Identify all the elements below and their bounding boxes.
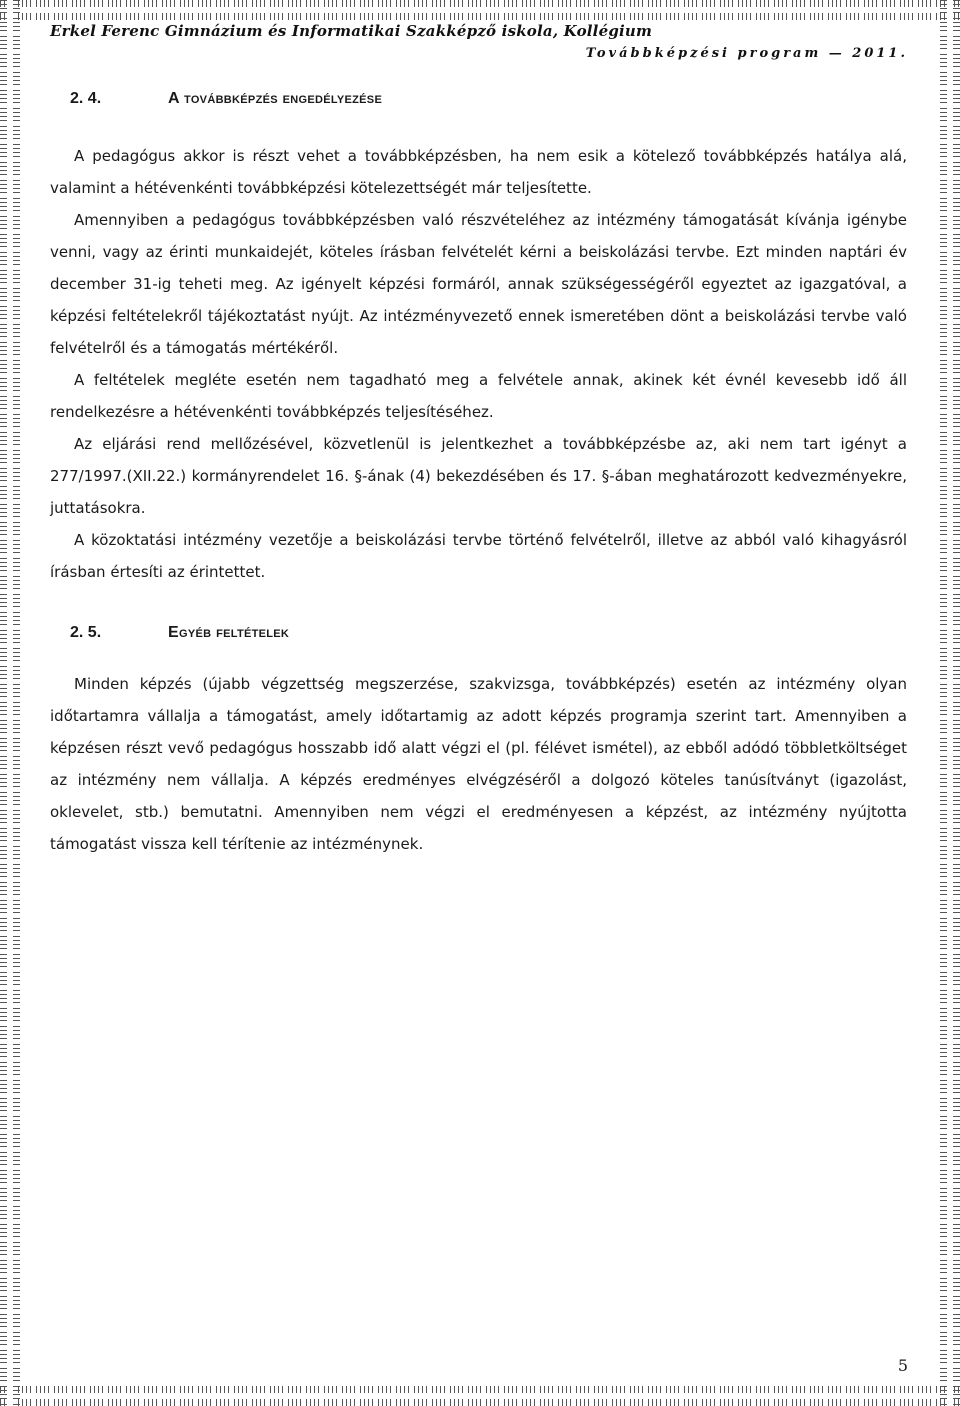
paragraph: A pedagógus akkor is részt vehet a továbbképzésben, ha nem esik a kötelező továbbképzés hatálya alá, valamint a hétévenkénti továbbképzési kötelezettségét már teljesítette. [50, 147, 907, 197]
document-body [50, 88, 907, 860]
page-number: 5 [897, 1356, 908, 1375]
decorative-border-right [940, 0, 960, 1406]
paragraph: Amennyiben a pedagógus továbbképzésben való részvételéhez az intézmény támogatását kívánja igénybe venni, vagy az érinti munkaidejét, köteles írásban felvételét kérni a beiskolázási tervbe. Ezt minden naptári év december 31-ig teheti meg. Az igényelt képzési formáról, annak szükségességéről egyeztet az igazgatóval, a képzési feltételekről tájékoztatást nyújt. Az intézményvezető ennek ismeretében dönt a beiskolázási tervbe való felvételről és a támogatás mértékéről. [50, 211, 907, 357]
header-school-name: Erkel Ferenc Gimnázium és Informatikai Szakképző iskola, Kollégium [50, 22, 653, 40]
section-title: A továbbképzés engedélyezése [168, 90, 383, 107]
paragraph: A közoktatási intézmény vezetője a beiskolázási tervbe történő felvételről, illetve az abból való kihagyásról írásban értesíti az érintettet. [50, 531, 907, 581]
paragraph: Az eljárási rend mellőzésével, közvetlenül is jelentkezhet a továbbképzésbe az, aki nem tart igényt a 277/1997.(XII.22.) kormányrendelet 16. §-ának (4) bekezdésében és 17. §-ában meghatározott kedvezményekre, juttatásokra. [50, 435, 907, 517]
paragraph: Minden képzés (újabb végzettség megszerzése, szakvizsga, továbbképzés) esetén az intézmény olyan időtartamra vállalja a támogatást, amely időtartamig az adott képzés programja szerint tart. Amennyiben a képzésen részt vevő pedagógus hosszabb idő alatt végzi el (pl. félévet ismétel), az ebből adódó többletköltséget az intézmény nem vállalja. A képzés eredményes elvégzéséről a dolgozó köteles tanúsítványt (igazolást, oklevelet, stb.) bemutatni. Amennyiben nem végzi el eredményesen a képzést, az intézmény nyújtotta támogatást vissza kell térítenie az intézménynek. [50, 675, 907, 853]
decorative-border-bottom [0, 1386, 960, 1406]
section-number: 2. 5. [70, 624, 102, 641]
decorative-border-top [0, 0, 960, 20]
section-title: Egyéb feltételek [168, 624, 290, 641]
section-heading-2-5 [50, 622, 907, 654]
section-heading-2-4 [50, 88, 907, 120]
paragraph: A feltételek megléte esetén nem tagadható meg a felvétele annak, akinek két évnél kevesebb idő áll rendelkezésre a hétévenkénti továbbképzés teljesítéséhez. [50, 371, 907, 421]
header-program-title: Továbbképzési program — 2011. [585, 46, 908, 61]
section-number: 2. 4. [70, 90, 102, 107]
decorative-border-left [0, 0, 20, 1406]
